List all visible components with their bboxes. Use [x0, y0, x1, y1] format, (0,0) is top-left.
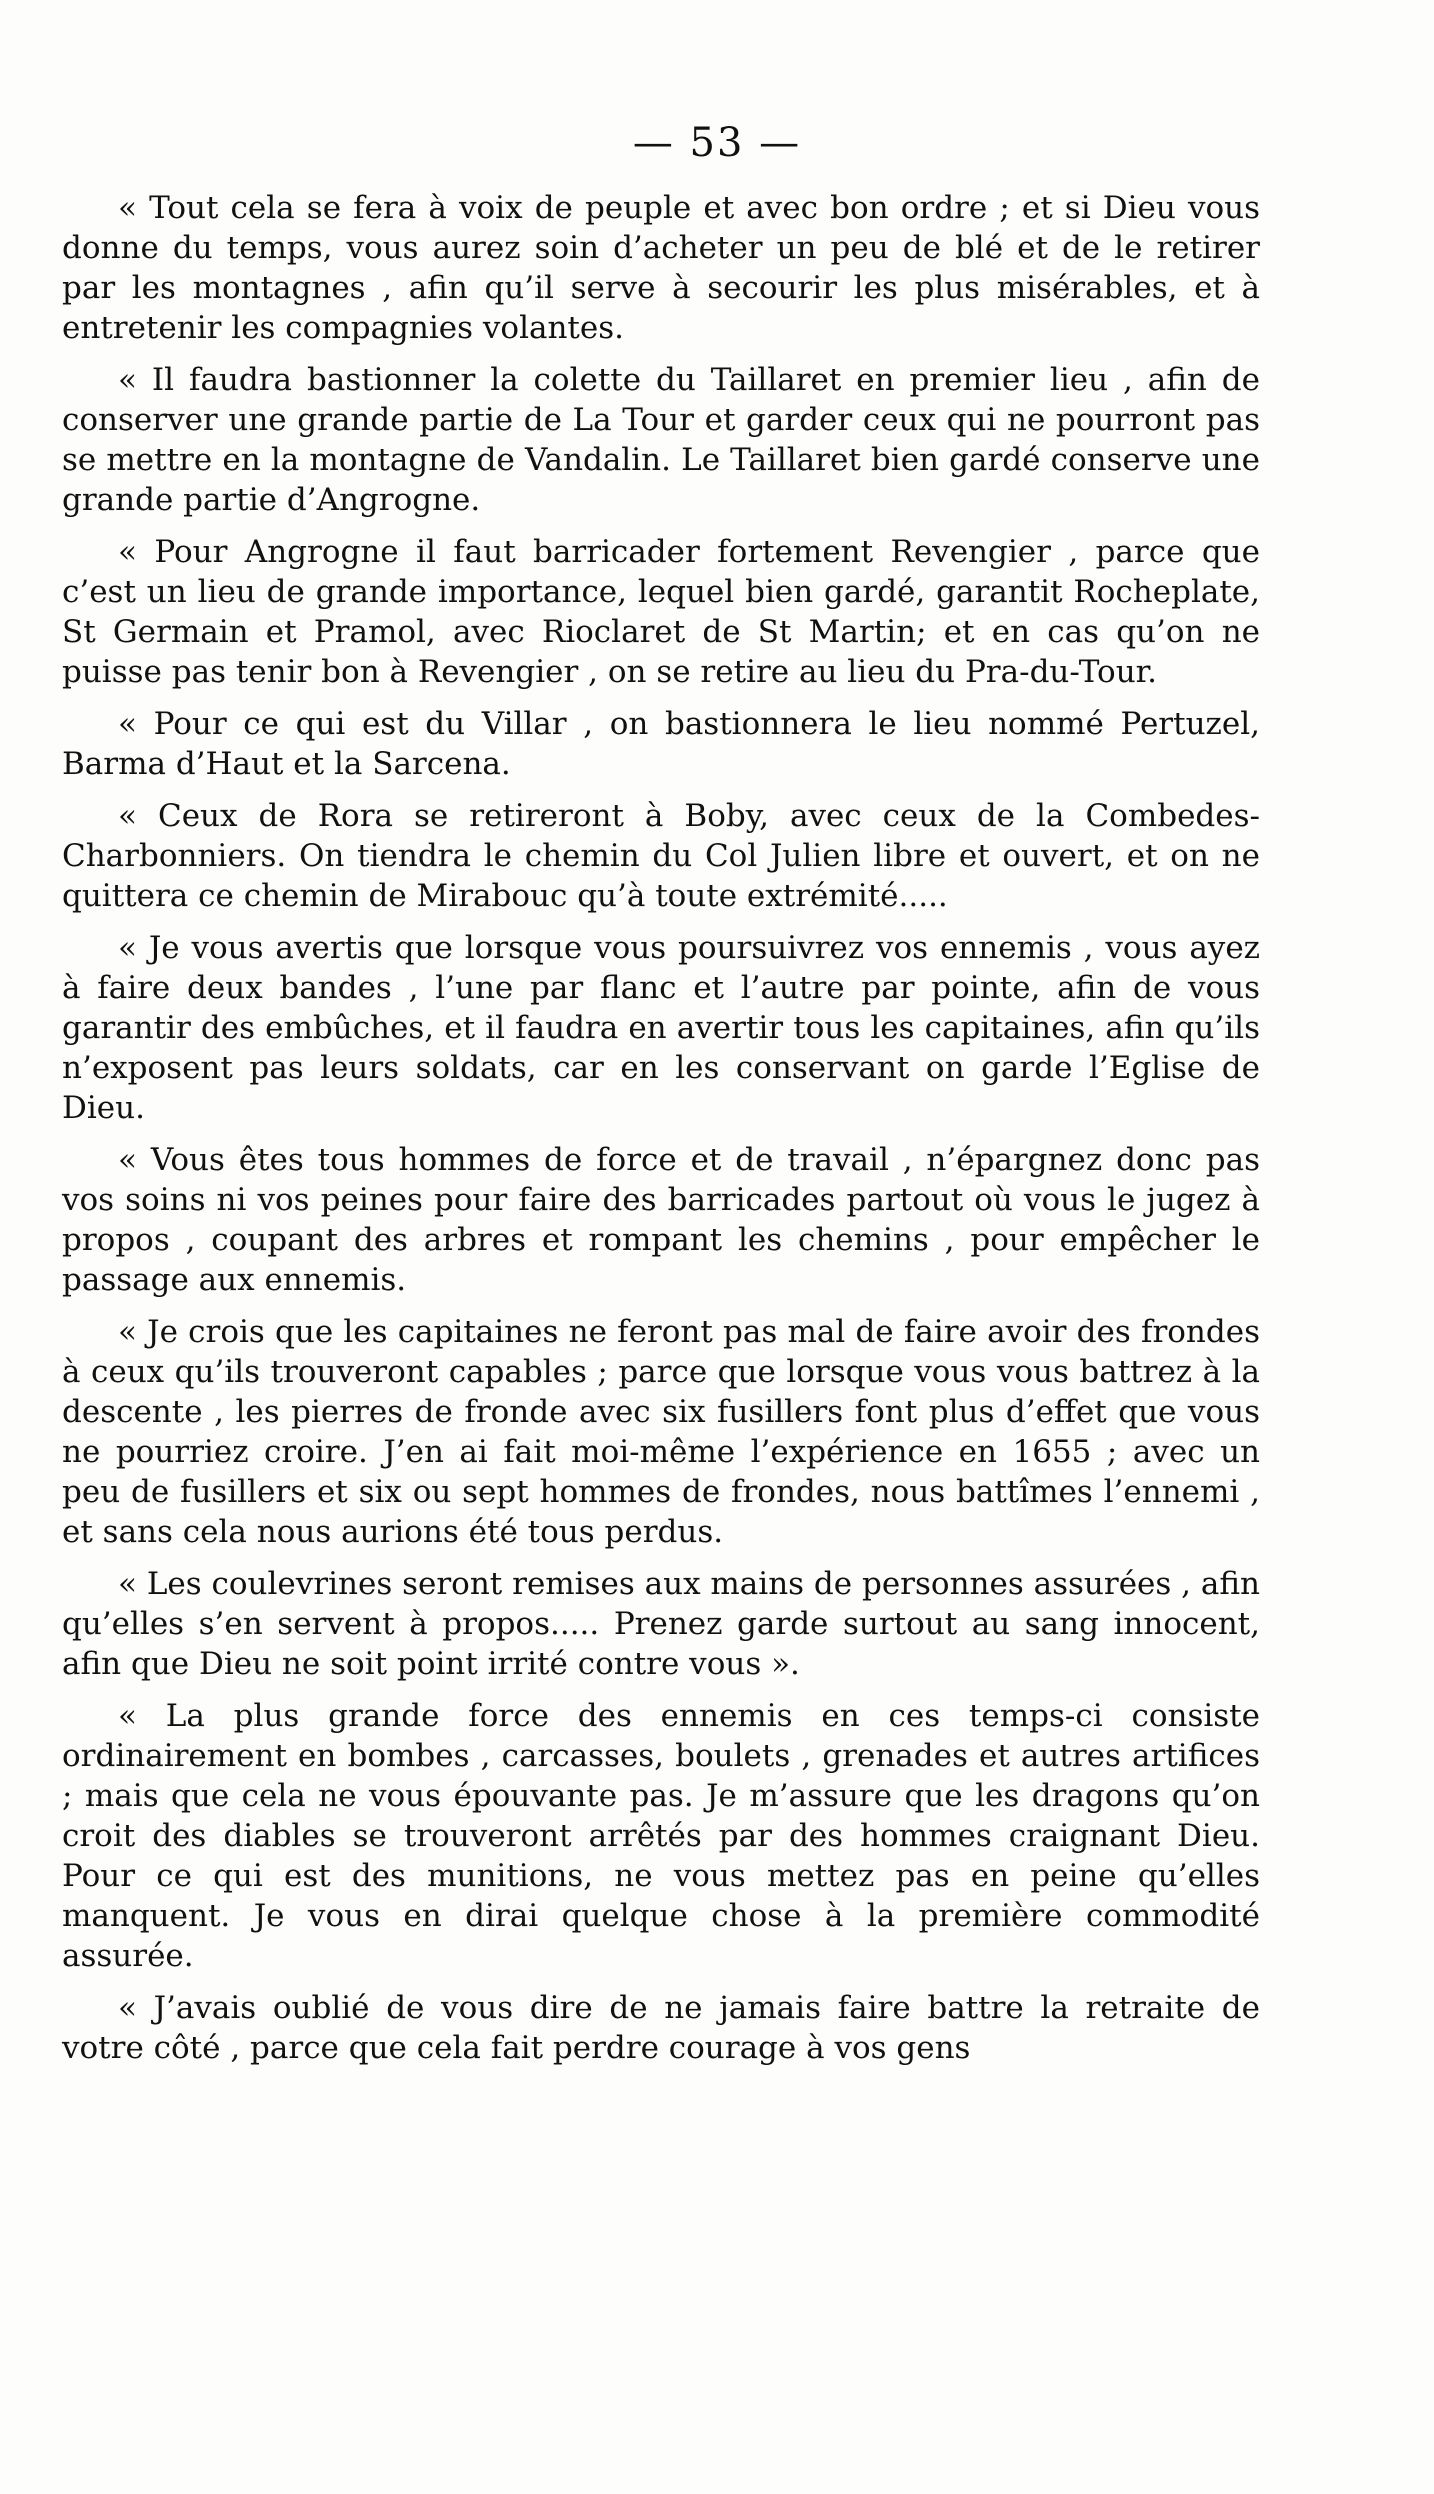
page-number: — 53 — [632, 120, 802, 166]
paragraph-3: « Pour Angrogne il faut barricader fortement Revengier , parce que c’est un lieu de grande importance, lequel bien gardé, garantit Rocheplate, St Germain et Pramol, avec Rioclaret de St Martin; et en cas qu’on ne puisse pas tenir bon à Revengier , on se retire au lieu du Pra-du-Tour. [62, 534, 1260, 690]
paragraph-10: « La plus grande force des ennemis en ces temps-ci consiste ordinairement en bombes , carcasses, boulets , grenades et autres artifices ; mais que cela ne vous épouvante pas. Je m’assure que les dragons qu’on croit des diables se trouveront arrêtés par des hommes craignant Dieu. Pour ce qui est des munitions, ne vous mettez pas en peine qu’elles manquent. Je vous en dirai quelque chose à la première commodité assurée. [62, 1698, 1260, 1974]
paragraph-9: « Les coulevrines seront remises aux mains de personnes assurées , afin qu’elles s’en servent à propos..... Prenez garde surtout au sang innocent, afin que Dieu ne soit point irrité contre vous ». [62, 1566, 1260, 1682]
paragraph-5: « Ceux de Rora se retireront à Boby, avec ceux de la Combedes-Charbonniers. On tiendra le chemin du Col Julien libre et ouvert, et on ne quittera ce chemin de Mirabouc qu’à toute extrémité..... [62, 798, 1260, 914]
paragraph-6: « Je vous avertis que lorsque vous poursuivrez vos ennemis , vous ayez à faire deux bandes , l’une par flanc et l’autre par pointe, afin de vous garantir des embûches, et il faudra en avertir tous les capitaines, afin qu’ils n’exposent pas leurs soldats, car en les conservant on garde l’Eglise de Dieu. [62, 930, 1260, 1126]
paragraph-7: « Vous êtes tous hommes de force et de travail , n’épargnez donc pas vos soins ni vos peines pour faire des barricades partout où vous le jugez à propos , coupant des arbres et rompant les chemins , pour empêcher le passage aux ennemis. [62, 1142, 1260, 1298]
paragraph-11: « J’avais oublié de vous dire de ne jamais faire battre la retraite de votre côté , parce que cela fait perdre courage à vos gens [62, 1990, 1260, 2066]
paragraph-1: « Tout cela se fera à voix de peuple et avec bon ordre ; et si Dieu vous donne du temps, vous aurez soin d’acheter un peu de blé et de le retirer par les montagnes , afin qu’il serve à secourir les plus misérables, et à entretenir les compagnies volantes. [62, 190, 1260, 346]
text-body [62, 188, 1260, 2080]
paragraph-2: « Il faudra bastionner la colette du Taillaret en premier lieu , afin de conserver une grande partie de La Tour et garder ceux qui ne pourront pas se mettre en la montagne de Vandalin. Le Taillaret bien gardé conserve une grande partie d’Angrogne. [62, 362, 1260, 518]
paragraph-4: « Pour ce qui est du Villar , on bastionnera le lieu nommé Pertuzel, Barma d’Haut et la Sarcena. [62, 706, 1260, 782]
paragraph-8: « Je crois que les capitaines ne feront pas mal de faire avoir des frondes à ceux qu’ils trouveront capables ; parce que lorsque vous vous battrez à la descente , les pierres de fronde avec six fusillers font plus d’effet que vous ne pourriez croire. J’en ai fait moi-même l’expérience en 1655 ; avec un peu de fusillers et six ou sept hommes de frondes, nous battîmes l’ennemi , et sans cela nous aurions été tous perdus. [62, 1314, 1260, 1550]
